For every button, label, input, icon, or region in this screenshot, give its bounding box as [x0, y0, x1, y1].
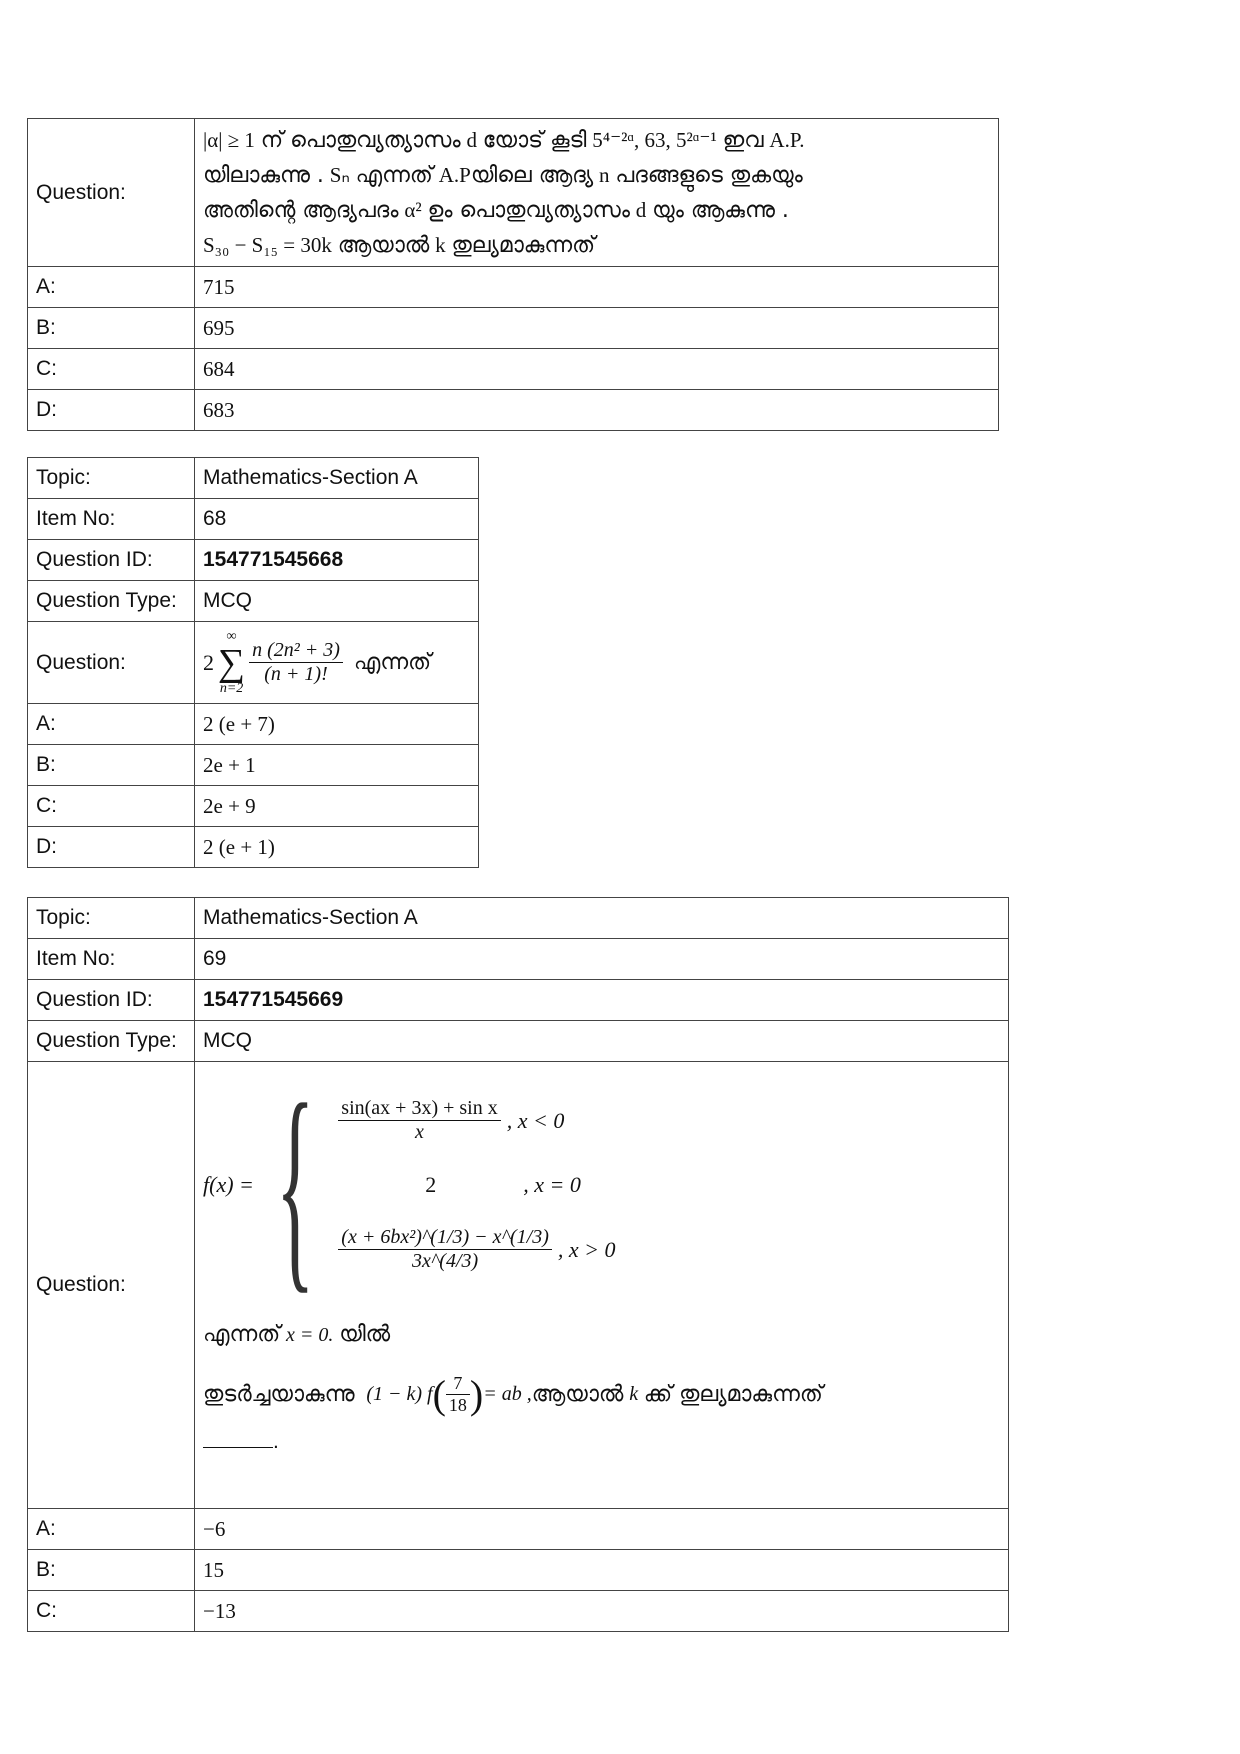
question-formula [195, 1057, 1009, 1509]
option-a-label: A: [28, 1509, 195, 1550]
summand-fraction: $\frac{\text{n (2n² + 3)}}{(n + 1)!}$ [249, 639, 343, 686]
question-type-value: MCQ [195, 1021, 1009, 1062]
option-c-label: C: [28, 1591, 195, 1632]
option-c-value: 684 [195, 349, 999, 390]
option-a-value: 2 (e + 7) [195, 704, 479, 745]
option-b-value: 2e + 1 [195, 745, 479, 786]
summation-symbol: ∞ ∑ n=2 [218, 628, 246, 696]
option-b-label: B: [28, 1550, 195, 1591]
case-zero: 2 , x = 0 [425, 1172, 581, 1197]
option-b-value: 695 [195, 308, 999, 349]
topic-value: Mathematics-Section A [195, 898, 1009, 939]
option-b-value: 15 [195, 1550, 1009, 1591]
item-no-value: 69 [195, 939, 1009, 980]
piecewise-function: f(x) = { $\frac{\text{sin(ax + 3x) + sin x}}{x}$ , x < 0 2 , x = 0 $\frac{\text{(x + 6bx²)\textasciicircum{}(1/3) − x\textasciicircum{}(1/3)}}{3x\^{}(4/3)}$ , x > 0 [203, 1057, 616, 1312]
question-line-3: തുടർച്ചയാകുന്നു (1 − k) f ( $\frac{7}{18}$ ) = ab , ആയാൽ k ക്ക് തുല്യമാകുന്നത് [203, 1372, 823, 1417]
case-negative: $\frac{\text{sin(ax + 3x) + sin x}}{x}$ , x < 0 [338, 1097, 615, 1144]
item-no-label: Item No: [28, 939, 195, 980]
answer-blank: . [203, 1430, 1000, 1454]
question-line-2: എന്നത് x = 0. യിൽ [203, 1322, 391, 1347]
option-a-value: 715 [195, 267, 999, 308]
option-a-label: A: [28, 267, 195, 308]
item-no-value: 68 [195, 499, 479, 540]
option-a-value: −6 [195, 1509, 1009, 1550]
option-a-label: A: [28, 704, 195, 745]
question-text: |α| ≥ 1 ന് പൊതുവ്യത്യാസം d യോട് കൂടി 5⁴⁻²ᵅ, 63, 5²ᵅ⁻¹ ഇവ A.P. യിലാകുന്നു . Sₙ എന്നത് A.Pയിലെ ആദ്യ n പദങ്ങളുടെ തുകയും അതിന്റെ ആദ്യപദം α² ഉം പൊതുവ്യത്യാസം d യും ആകുന്നു . S₃₀ − S₁₅ = 30k ആയാൽ k തുല്യമാകുന്നത് [195, 119, 999, 267]
option-d-value: 683 [195, 390, 999, 431]
option-c-value: 2e + 9 [195, 786, 479, 827]
topic-label: Topic: [28, 458, 195, 499]
item-no-label: Item No: [28, 499, 195, 540]
question-formula: 2 ∞ ∑ n=2 $\frac{\text{n (2n² + 3)}}{(n + 1)!}$ എന്നത് [195, 622, 479, 704]
question-block-67 [27, 118, 999, 431]
option-b-label: B: [28, 308, 195, 349]
question-block-69 [27, 897, 1009, 1632]
option-c-value: −13 [195, 1591, 1009, 1632]
option-b-label: B: [28, 745, 195, 786]
option-c-label: C: [28, 786, 195, 827]
question-id-value: 154771545669 [195, 980, 1009, 1021]
question-id-label: Question ID: [28, 980, 195, 1021]
topic-value: Mathematics-Section A [195, 458, 479, 499]
question-label: Question: [28, 622, 195, 704]
case-positive: $\frac{\text{(x + 6bx²)\textasciicircum{}(1/3) − x\textasciicircum{}(1/3)}}{3x\^{}(4/3)}$ , x > 0 [338, 1226, 615, 1273]
question-type-value: MCQ [195, 581, 479, 622]
option-d-label: D: [28, 390, 195, 431]
question-id-value: 154771545668 [195, 540, 479, 581]
option-c-label: C: [28, 349, 195, 390]
left-brace: { [275, 1057, 315, 1312]
question-block-68 [27, 457, 479, 868]
question-type-label: Question Type: [28, 1021, 195, 1062]
topic-label: Topic: [28, 898, 195, 939]
question-id-label: Question ID: [28, 540, 195, 581]
option-d-value: 2 (e + 1) [195, 827, 479, 868]
question-label: Question: [28, 119, 195, 267]
question-type-label: Question Type: [28, 581, 195, 622]
option-d-label: D: [28, 827, 195, 868]
question-label: Question: [28, 1062, 195, 1509]
